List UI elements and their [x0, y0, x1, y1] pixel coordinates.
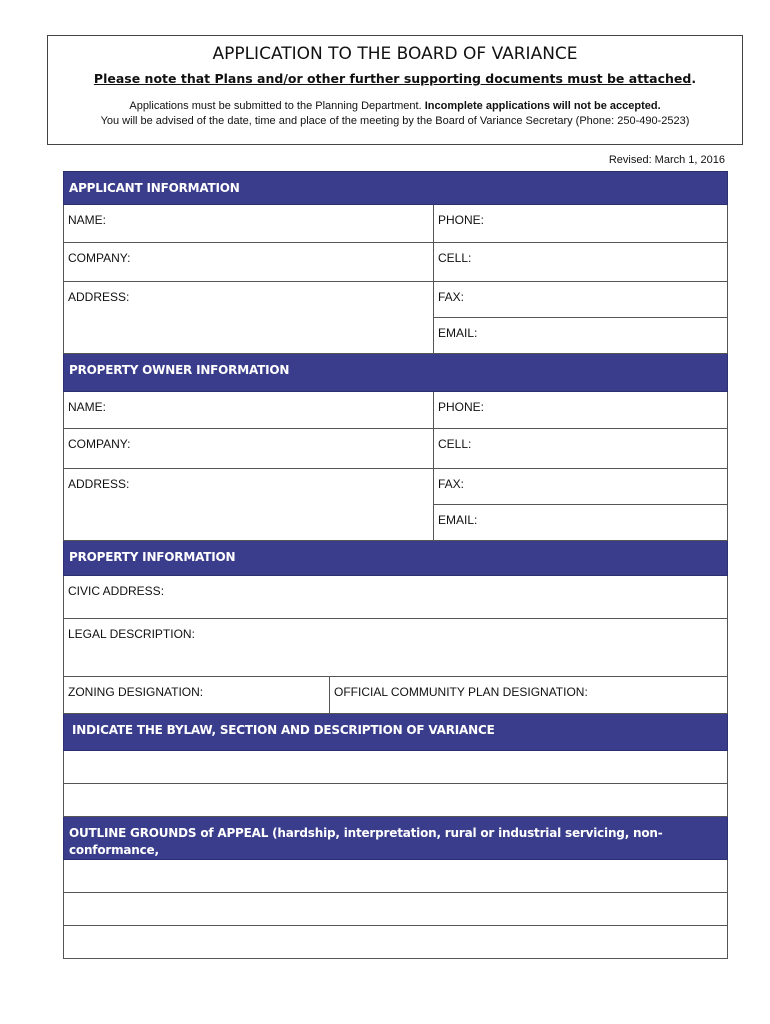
applicant-name-field[interactable]: NAME: [64, 205, 434, 242]
document-title: APPLICATION TO THE BOARD OF VARIANCE [212, 44, 578, 64]
owner-name-field[interactable]: NAME: [64, 392, 434, 428]
applicant-company-row [63, 243, 728, 282]
appeal-section-heading [63, 817, 728, 874]
applicant-address-field[interactable]: ADDRESS: [64, 282, 434, 353]
owner-cell-field[interactable]: CELL: [438, 437, 472, 451]
appeal-heading-line-1: OUTLINE GROUNDS of APPEAL (hardship, interpretation, rural or industrial servicing, non-conformance, [69, 826, 663, 857]
application-form [63, 171, 728, 959]
applicant-cell-field[interactable]: CELL: [438, 251, 472, 265]
submission-note [48, 100, 742, 112]
variance-section-heading: INDICATE THE BYLAW, SECTION AND DESCRIPTION OF VARIANCE [63, 714, 728, 751]
attachment-note-period: . [691, 71, 697, 86]
owner-company-row [63, 429, 728, 469]
appeal-line-2[interactable] [63, 893, 728, 926]
applicant-name-row [63, 205, 728, 243]
variance-line-1[interactable] [63, 751, 728, 784]
applicant-address-row [63, 282, 728, 354]
attachment-note [48, 71, 742, 86]
attachment-note-text: Please note that Plans and/or other further supporting documents must be attached [93, 71, 692, 86]
owner-contact-group [434, 469, 727, 540]
civic-address-field[interactable]: CIVIC ADDRESS: [68, 584, 165, 598]
applicant-phone-field[interactable]: PHONE: [438, 213, 485, 227]
meeting-note: You will be advised of the date, time and place of the meeting by the Board of Variance Secretary (Phone: 250-490-2523) [100, 115, 690, 127]
appeal-line-3[interactable] [63, 926, 728, 959]
owner-section-heading: PROPERTY OWNER INFORMATION [63, 354, 728, 392]
submission-note-text: Applications must be submitted to the Planning Department. [129, 100, 422, 112]
owner-fax-field[interactable]: FAX: [438, 477, 465, 491]
applicant-email-field[interactable]: EMAIL: [434, 317, 727, 353]
applicant-fax-field[interactable]: FAX: [438, 290, 465, 304]
legal-description-field[interactable]: LEGAL DESCRIPTION: [68, 627, 195, 641]
owner-address-field[interactable]: ADDRESS: [64, 469, 434, 540]
designation-row [63, 677, 728, 714]
owner-name-row [63, 392, 728, 429]
form-header [47, 35, 743, 145]
zoning-designation-field[interactable]: ZONING DESIGNATION: [64, 677, 330, 713]
legal-description-row [63, 619, 728, 677]
appeal-heading-line-2: destruction, etc.) If more space is required, please submit a ‘Letter of Rationale’. [69, 860, 605, 874]
owner-address-row [63, 469, 728, 541]
civic-address-row [63, 576, 728, 619]
variance-line-2[interactable] [63, 784, 728, 817]
applicant-company-field[interactable]: COMPANY: [64, 243, 434, 281]
owner-email-field[interactable]: EMAIL: [434, 504, 727, 540]
owner-phone-field[interactable]: PHONE: [438, 400, 485, 414]
applicant-section-heading: APPLICANT INFORMATION [63, 171, 728, 205]
property-section-heading: PROPERTY INFORMATION [63, 541, 728, 576]
incomplete-warning: Incomplete applications will not be accepted. [424, 100, 661, 112]
owner-company-field[interactable]: COMPANY: [64, 429, 434, 468]
revised-date: Revised: March 1, 2016 [608, 154, 725, 166]
ocp-designation-field[interactable]: OFFICIAL COMMUNITY PLAN DESIGNATION: [334, 685, 588, 699]
applicant-contact-group [434, 282, 727, 353]
